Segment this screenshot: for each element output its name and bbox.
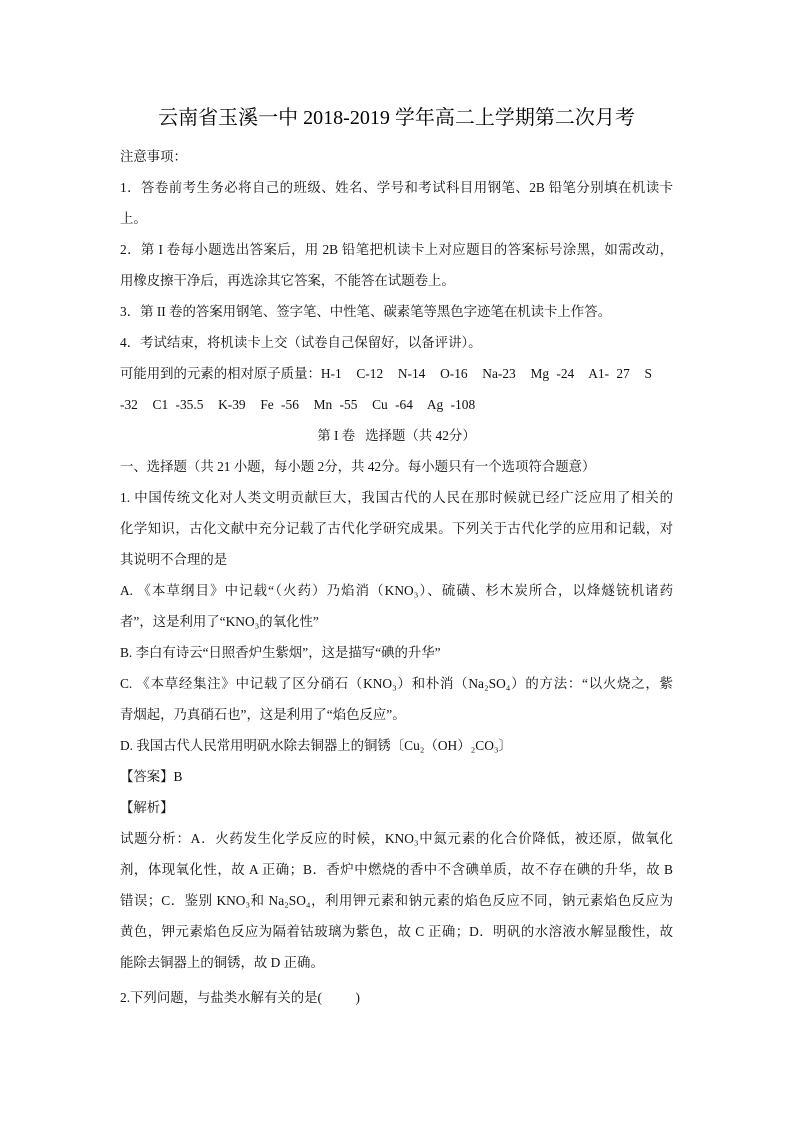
notice-item-1-line-2: 上。 <box>120 210 147 226</box>
section-instruction: 一、选择题（共 21 小题，每小题 2分，共 42分。每小题只有一个选项符合题意） <box>120 458 596 474</box>
question-1-option-a-line-2: 者”，这是利用了“KNO₃的氧化性” <box>120 613 319 629</box>
question-1-analysis-line-4: 黄色，钾元素焰色反应为隔着钴玻璃为紫色，故 C 正确；D．明矾的水溶液水解显酸性，故 <box>120 923 673 939</box>
question-1-option-c-line-1: C. 《本草经集注》中记载了区分硝石（KNO₃）和朴消（Na₂SO₄）的方法：“以火烧之，紫 <box>120 675 673 691</box>
question-1-stem-line-2: 化学知识，古化文献中充分记载了古代化学研究成果。下列关于古代化学的应用和记载，对 <box>120 520 673 536</box>
document-body <box>120 102 673 1013</box>
atomic-masses-label: 可能用到的元素的相对原子质量： <box>120 365 321 381</box>
atomic-masses-values-1: H-1 C-12 N-14 O-16 Na-23 Mg -24 A1- 27 S <box>320 365 652 381</box>
question-1-analysis-line-2: 剂，体现氧化性，故 A 正确；B．香炉中燃烧的香中不含碘单质，故不存在碘的升华，故 B <box>120 861 673 877</box>
question-1-option-d: D. 我国古代人民常用明矾水除去铜器上的铜锈〔Cu₂（OH）₂CO₃〕 <box>120 737 512 753</box>
question-1-stem-line-1: 1. 中国传统文化对人类文明贡献巨大，我国古代的人民在那时候就已经广泛应用了相关的 <box>120 489 673 505</box>
notice-item-1-line-1: 1．答卷前考生务必将自己的班级、姓名、学号和考试科目用钢笔、2B 铅笔分别填在机读卡 <box>120 179 673 195</box>
question-1-analysis-line-3: 错误；C．鉴别 KNO₃和 Na₂SO₄，利用钾元素和钠元素的焰色反应不同，钠元素焰色反应为 <box>120 892 673 908</box>
atomic-masses-line-1 <box>120 358 673 389</box>
question-2-stem: 2.下列问题，与盐类水解有关的是( ) <box>120 989 360 1005</box>
question-1-answer: 【答案】B <box>120 768 183 784</box>
question-1-analysis-line-1: 试题分析：A．火药发生化学反应的时候，KNO₃中氮元素的化合价降低，被还原，做氧化 <box>120 830 673 846</box>
exam-title: 云南省玉溪一中 2018-2019 学年高二上学期第二次月考 <box>158 107 635 129</box>
question-1-option-c-line-2: 青烟起，乃真硝石也”，这是利用了“焰色反应”。 <box>120 706 406 722</box>
question-1-analysis-heading: 【解析】 <box>120 799 174 815</box>
notice-item-2-line-2: 用橡皮擦干净后，再选涂其它答案，不能答在试题卷上。 <box>120 272 455 288</box>
notice-item-4: 4．考试结束，将机读卡上交（试卷自己保留好，以备评讲）。 <box>120 334 482 350</box>
question-1-analysis-line-5: 能除去铜器上的铜锈，故 D 正确。 <box>120 954 324 970</box>
question-1-option-b: B. 李白有诗云“日照香炉生紫烟”，这是描写“碘的升华” <box>120 644 441 660</box>
question-1-option-a-line-1: A. 《本草纲目》中记载“（火药）乃焰消（KNO₃）、硫磺、杉木炭所合，以烽燧铳机诸药 <box>120 582 673 598</box>
atomic-masses-values-2: -32 C1 -35.5 K-39 Fe -56 Mn -55 Cu -64 Ag -108 <box>120 396 476 412</box>
notice-heading: 注意事项： <box>120 148 187 164</box>
question-1-stem-line-3: 其说明不合理的是 <box>120 551 228 567</box>
notice-item-3: 3．第 II 卷的答案用钢笔、签字笔、中性笔、碳素笔等黑色字迹笔在机读卡上作答。 <box>120 303 611 319</box>
section-title: 第 I 卷 选择题（共 42分） <box>317 427 476 443</box>
notice-item-2-line-1: 2．第 I 卷每小题选出答案后，用 2B 铅笔把机读卡上对应题目的答案标号涂黑，如需改动， <box>120 241 673 257</box>
